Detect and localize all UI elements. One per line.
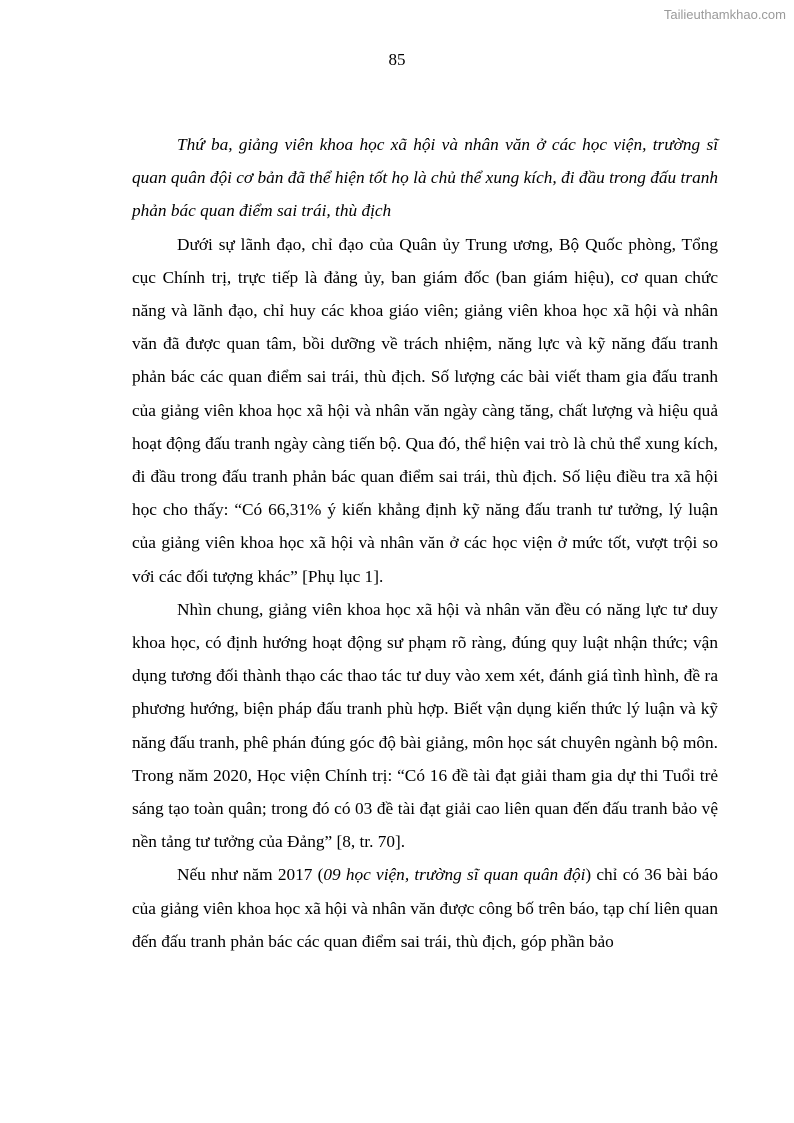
paragraph-2: Nhìn chung, giảng viên khoa học xã hội và nhân văn đều có năng lực tư duy khoa học, có định hướng hoạt động sư phạm rõ ràng, đúng quy luật nhận thức; vận dụng tương đối thành thạo các thao tác tư duy vào xem xét, đánh giá tình hình, đề ra phương hướng, biện pháp đấu tranh phù hợp. Biết vận dụng kiến thức lý luận và kỹ năng đấu tranh, phê phán đúng góc độ bài giảng, môn học sát chuyên ngành bộ môn. Trong năm 2020, Học viện Chính trị: “Có 16 đề tài đạt giải tham gia dự thi Tuổi trẻ sáng tạo toàn quân; trong đó có 03 đề tài đạt giải cao liên quan đến đấu tranh bảo vệ nền tảng tư tưởng của Đảng” [8, tr. 70].	[132, 599, 718, 852]
page-number: 85	[388, 50, 406, 69]
watermark: Tailieuthamkhao.com	[663, 7, 786, 22]
paragraph-3-italic-text: 09 học viện, trường sĩ quan quân đội	[323, 865, 586, 885]
paragraph-3-text-end: ) chỉ có 36 bài báo của giảng viên khoa học xã hội và nhân văn được công bố trên báo, tạp chí liên quan đến đấu tranh phản bác các quan điểm sai trái, thù địch, góp phần bảo	[132, 865, 718, 951]
paragraph-3-text-start: Nếu như năm 2017 (	[177, 865, 324, 885]
paragraph-1: Dưới sự lãnh đạo, chỉ đạo của Quân ủy Trung ương, Bộ Quốc phòng, Tổng cục Chính trị, trực tiếp là đảng ủy, ban giám đốc (ban giám hiệu), cơ quan chức năng và lãnh đạo, chỉ huy các khoa giáo viên; giảng viên khoa học xã hội và nhân văn đã được quan tâm, bồi dưỡng về trách nhiệm, năng lực và kỹ năng đấu tranh phản bác các quan điểm sai trái, thù địch. Số lượng các bài viết tham gia đấu tranh của giảng viên khoa học xã hội và nhân văn ngày càng tăng, chất lượng và hiệu quả hoạt động đấu tranh ngày càng tiến bộ. Qua đó, thể hiện vai trò là chủ thể xung kích, đi đầu trong đấu tranh phản bác quan điểm sai trái, thù địch. Số liệu điều tra xã hội học cho thấy: “Có 66,31% ý kiến khẳng định kỹ năng đấu tranh tư tưởng, lý luận của giảng viên khoa học xã hội và nhân văn ở các học viện ở mức tốt, vượt trội so với các đối tượng khác” [Phụ lục 1].	[132, 234, 718, 586]
section-heading: Thứ ba, giảng viên khoa học xã hội và nhân văn ở các học viện, trường sĩ quan quân đội cơ bản đã thể hiện tốt họ là chủ thể xung kích, đi đầu trong đấu tranh phản bác quan điểm sai trái, thù địch	[132, 135, 718, 221]
paragraph-3	[132, 858, 718, 958]
page-body	[132, 128, 718, 958]
